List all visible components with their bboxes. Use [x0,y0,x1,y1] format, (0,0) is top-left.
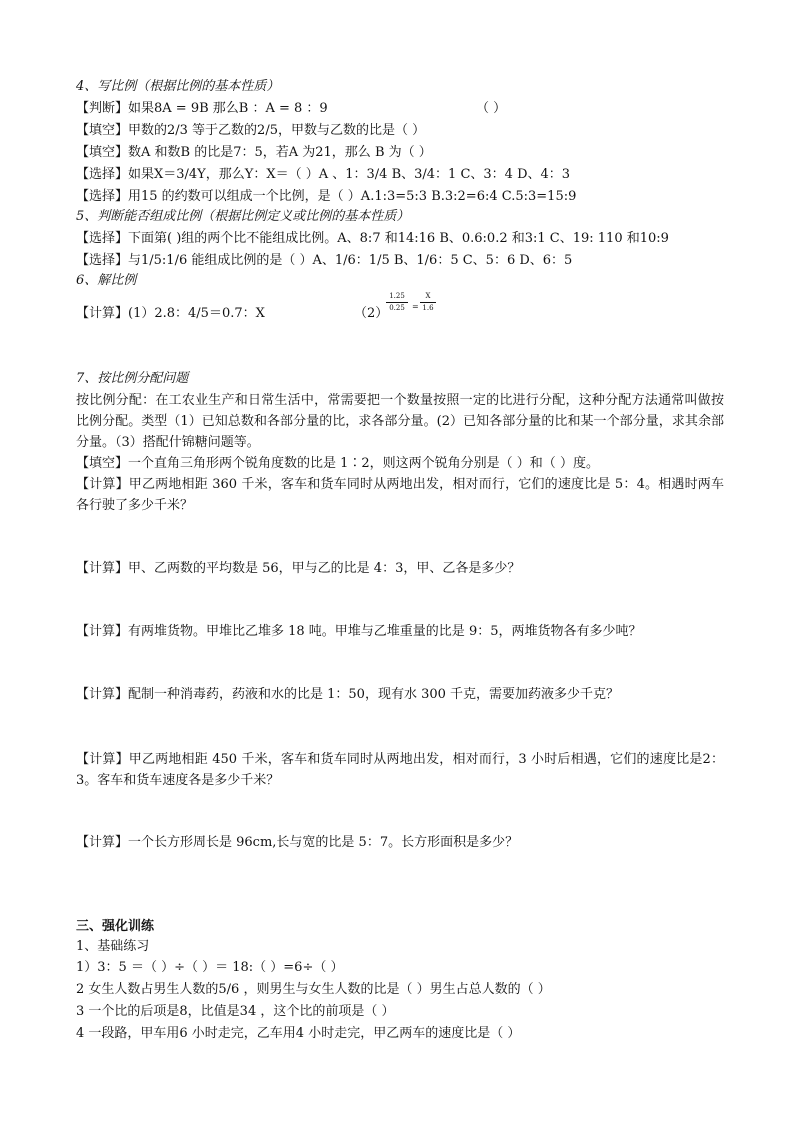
question-calc-1: 【计算】甲乙两地相距 360 千米，客车和货车同时从两地出发，相对而行，它们的速度比是 5：4。相遇时两车各行驶了多少千米？ [76,477,724,513]
exercise-4: 4 一段路，甲车用6 小时走完，乙车用4 小时走完，甲乙两车的速度比是（ ） [76,1026,521,1041]
question-calc-5: 【计算】甲乙两地相距 450 千米，客车和货车同时从两地出发，相对而行，3 小时后相遇，它们的速度比是2：3。客车和货车速度各是多少千米？ [76,752,724,788]
question-fill-1: 【填空】甲数的2/3 等于乙数的2/5，甲数与乙数的比是（ ） [76,123,426,138]
exercise-3: 3 一个比的后项是8，比值是34 ，这个比的前项是（ ） [76,1004,395,1019]
question-calc-6: 【计算】一个长方形周长是 96cm,长与宽的比是 5：7。长方形面积是多少？ [76,835,519,850]
question-choice-2: 【选择】用15 的约数可以组成一个比例，是（ ）A.1:3=5:3 B.3:2=6:4 C.5:3=15:9 [76,189,577,204]
question-choice-1: 【选择】如果X＝3/4Y，那么Y：X＝（ ）A 、1：3/4 B、3/4：1 C、3：4 D、4：3 [76,167,571,182]
question-calc-2: 【计算】甲、乙两数的平均数是 56，甲与乙的比是 4：3，甲、乙各是多少？ [76,561,521,576]
part-3-title: 三、强化训练 [76,919,155,934]
question-choice-4: 【选择】与1/5:1/6 能组成比例的是（ ）A、1/6：1/5 B、1/6：5 C、5：6 D、6：5 [76,253,573,268]
section-6-title: 6、解比例 [76,273,137,288]
fraction-left-denominator: 0.25 [389,304,405,312]
fraction-equals: = [412,302,419,311]
question-calc-3: 【计算】有两堆货物。甲堆比乙堆多 18 吨。甲堆与乙堆重量的比是 9：5，两堆货物各有多少吨？ [76,624,642,639]
fraction-right [420,292,436,313]
part-3-subtitle: 1、基础练习 [76,939,150,954]
fraction-left [386,292,408,313]
calc-1: 【计算】(1）2.8：4/5＝0.7：X [76,306,265,321]
fraction-left-numerator: 1.25 [389,292,405,300]
answer-paren: （ ） [476,101,507,116]
section-7-intro: 按比例分配：在工农业生产和日常生活中，常需要把一个数量按照一定的比进行分配，这种分配方法通常叫做按比例分配。类型（1）已知总数和各部分量的比，求各部分量。(2）已知各部分量的比和某一个部分量，求其余部分量。（3）搭配什锦糖问题等。 [76,393,724,450]
section-7-title: 7、按比例分配问题 [76,371,189,386]
question-judge-1: 【判断】如果8A = 9B 那么B ：A = 8 ：9 [76,101,328,116]
question-fill-3: 【填空】一个直角三角形两个锐角度数的比是 1∶2，则这两个锐角分别是（ ）和（ ）度。 [76,456,599,471]
fraction-bar [420,302,436,303]
exercise-2: 2 女生人数占男生人数的5/6 ，则男生与女生人数的比是（ ）男生占总人数的（ ） [76,982,551,997]
section-4-title: 4、写比例（根据比例的基本性质） [76,79,280,94]
section-5-title: 5、判断能否组成比例（根据比例定义或比例的基本性质） [76,209,410,224]
question-fill-2: 【填空】数A 和数B 的比是7：5，若A 为21，那么 B 为（ ） [76,145,432,160]
question-choice-3: 【选择】下面第( )组的两个比不能组成比例。A、8:7 和14:16 B、0.6:0.2 和3:1 C、19: 110 和10:9 [76,231,669,246]
fraction-bar [386,302,408,303]
exercise-1: 1）3：5 ＝（ ）÷（ ）＝ 18:（ ）=6÷（ ） [76,960,344,975]
fraction-right-numerator: X [425,292,431,300]
question-calc-4: 【计算】配制一种消毒药，药液和水的比是 1：50，现有水 300 千克，需要加药液多少千克？ [76,687,620,702]
fraction-right-denominator: 1.6 [422,304,434,312]
calc-2-label: （2） [354,306,389,321]
